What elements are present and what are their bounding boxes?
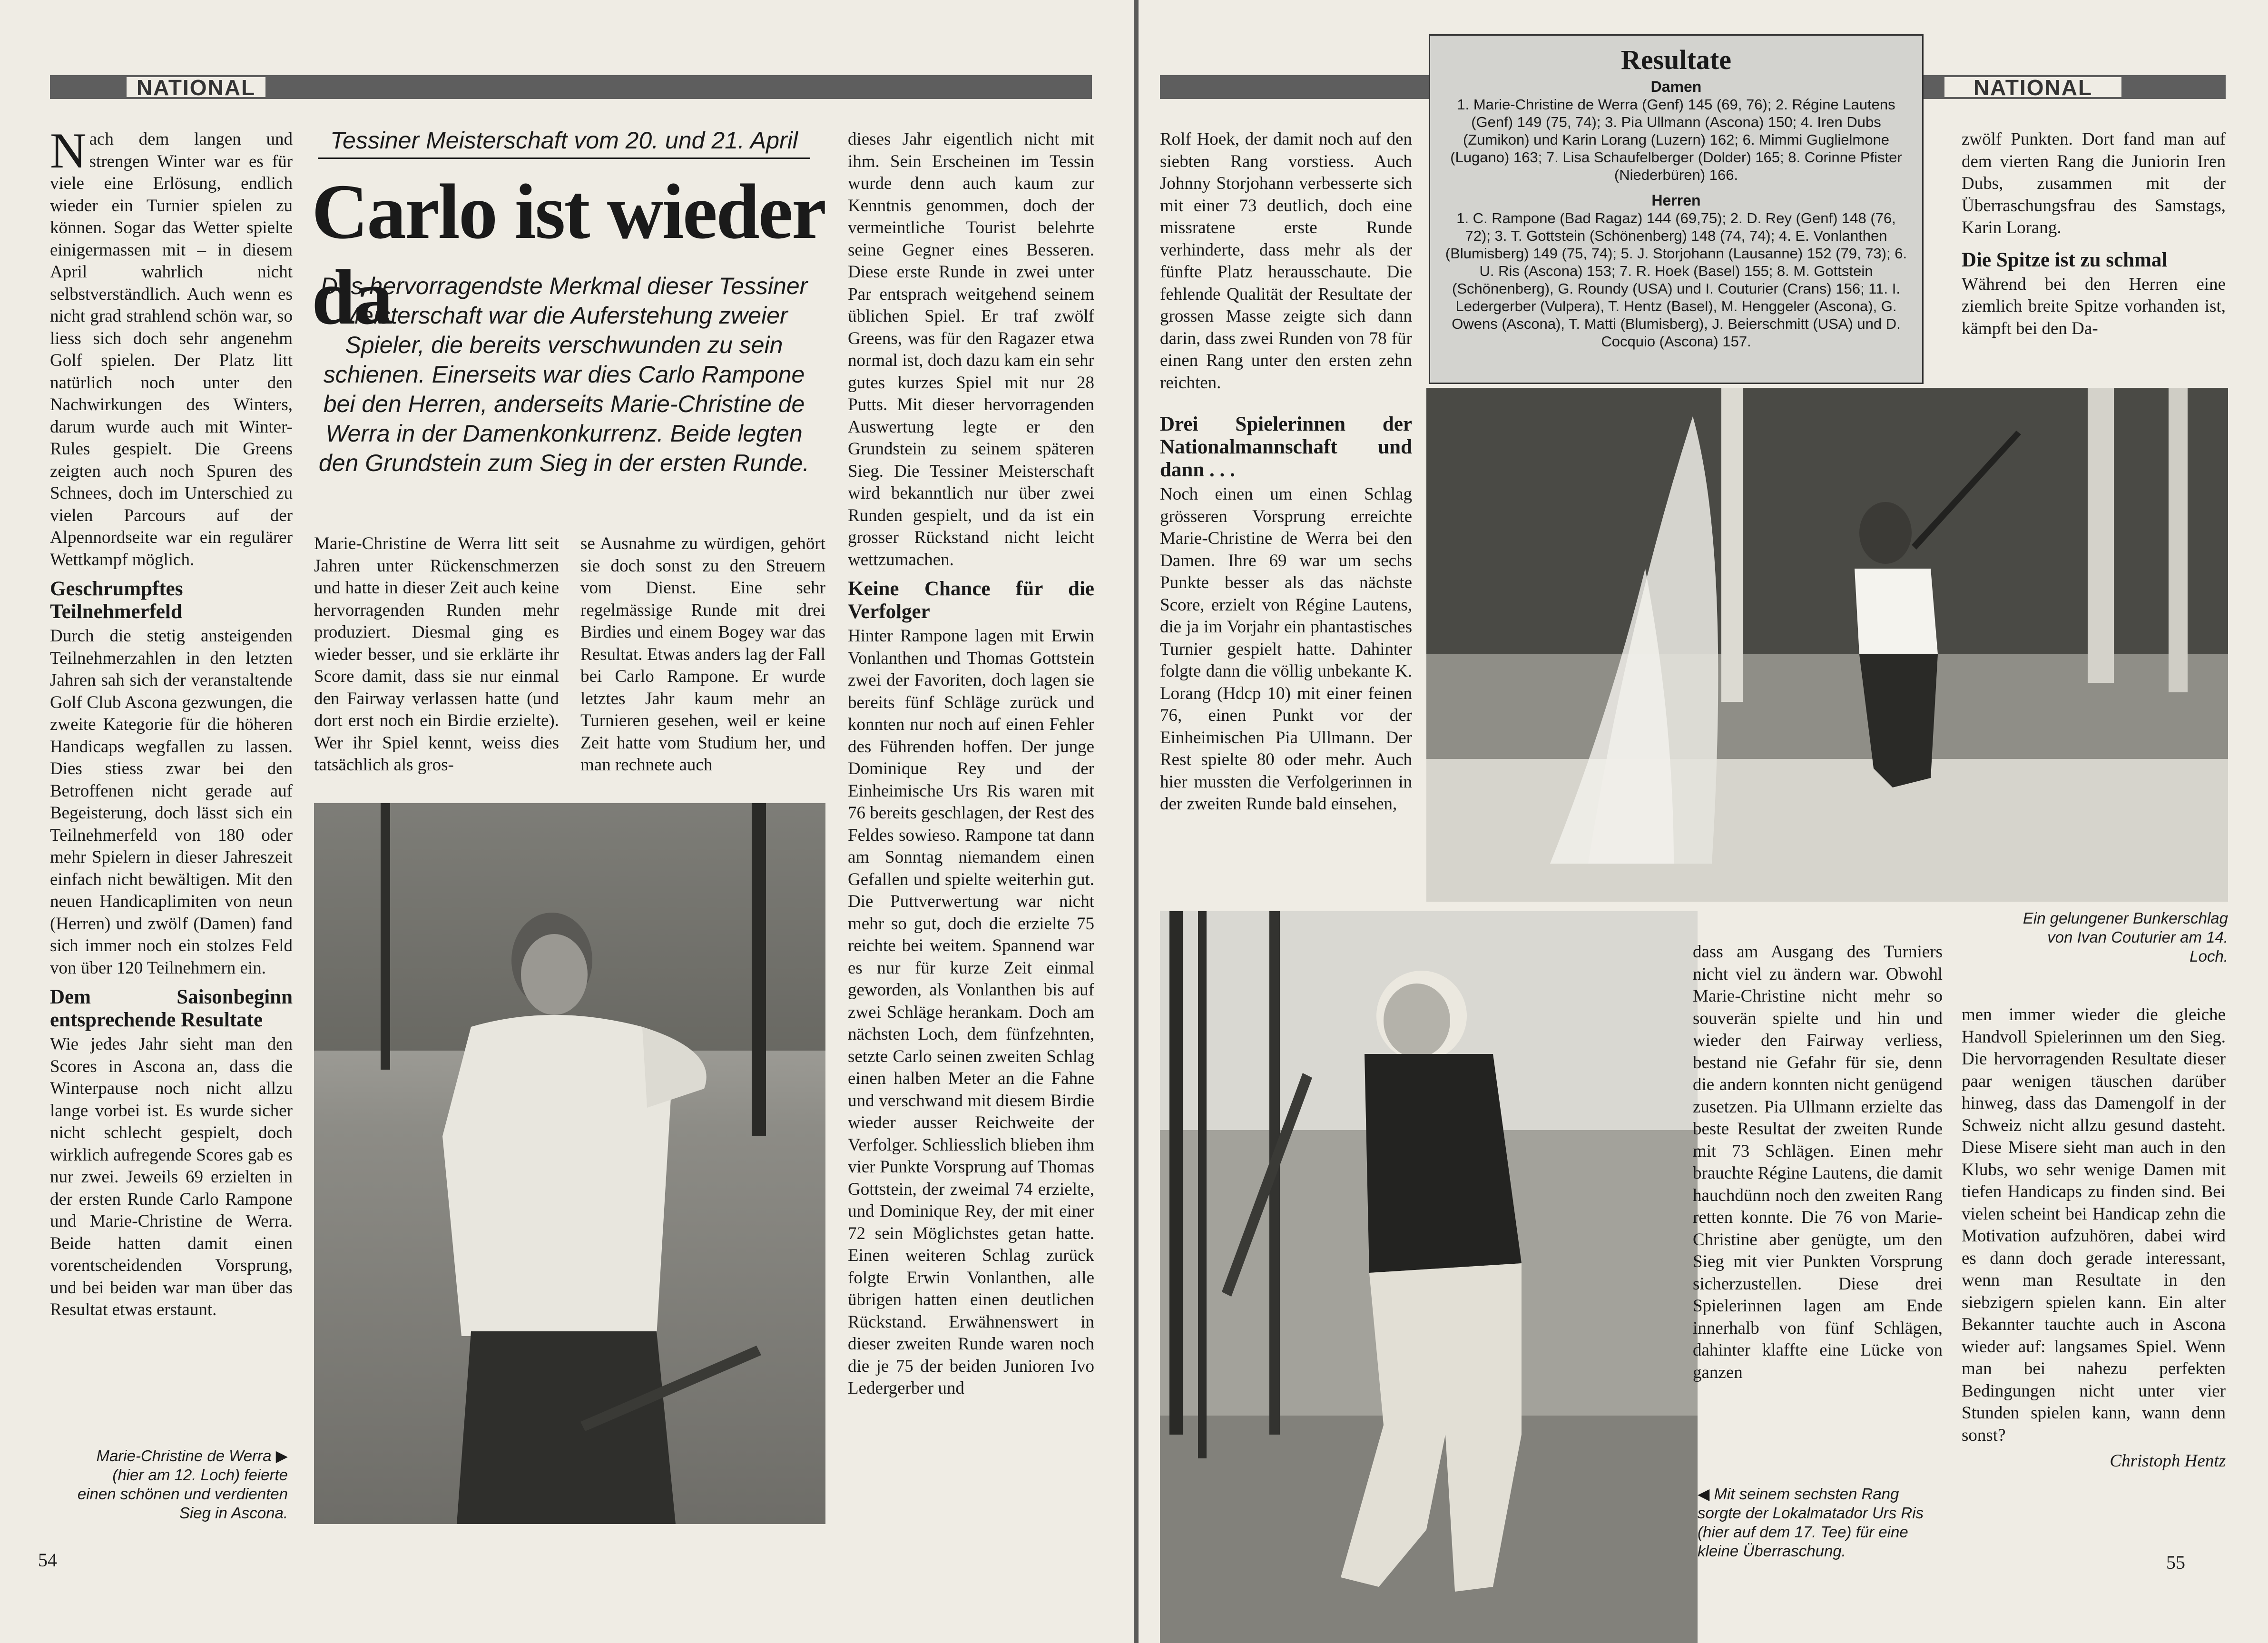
page-number: 54 [38,1549,57,1571]
photo-bunker-image [1426,388,2228,902]
right-column-3-top [1962,128,2226,340]
left-column-3 [580,533,825,777]
right-column-2-bottom [1693,941,1943,1384]
caption-de-werra: Marie-Christine de Werra ▶ (hier am 12. Loch) feierte einen schönen und verdienten Sieg in Ascona. [77,1447,288,1522]
photo-ris-image [1160,911,1698,1643]
article-headline: Carlo ist wieder da [312,168,824,341]
paragraph-hoek: Rolf Hoek, der damit noch auf den siebten Rang vorstiess. Auch Johnny Storjohann verbesserte sich mit einer 73 deutlich, doch eine missratene erste Runde verhinderte, dass mehr als der fünfte Platz herausschaute. Die fehlende Qualität der Resultate der grossen Masse zeigte sich dann darin, dass zwei Runden von 78 für einen Rang unter den ersten zehn reichten. [1160,129,1412,393]
paragraph-ausgang: dass am Ausgang des Turniers nicht viel zu ändern war. Obwohl Marie-Christine nicht mehr so souverän spielte und hin und wieder den Fairway verliess, bestand nie Gefahr für sie, denn die andern konnten nicht genügend zusetzen. Pia Ullmann erzielte das beste Resultat der zweiten Runde mit 73 Schlägen. Einen mehr brauchte Régine Lautens, die damit hauchdünn noch den zweiten Rang retten konnte. Die 76 von Marie-Christine aber genügte, um den Sieg mit vier Punkten Vorsprung sicherzustellen. Diese drei Spielerinnen lagen am Ende innerhalb von fünf Schlägen, dahinter klaffte eine Lücke von ganzen [1693,942,1943,1382]
author-byline: Christoph Hentz [2110,1451,2226,1471]
photo-de-werra-image [314,803,825,1524]
paragraph-dubs: zwölf Punkten. Dort fand man auf dem vierten Rang die Juniorin Iren Dubs, zusammen mit der Überraschungsfrau des Samstags, Karin Lorang. [1962,129,2226,237]
subheading-spielerinnen: Drei Spielerinnen der Nationalmannschaft und dann . . . [1160,413,1412,481]
section-label: NATIONAL [1943,75,2123,99]
left-column-4 [848,128,1094,1400]
right-column-1 [1160,128,1412,816]
results-herren: 1. C. Rampone (Bad Ragaz) 144 (69,75); 2. D. Rey (Genf) 148 (76, 72); 3. T. Gottstein (Schönenberg) 148 (74, 74); 4. E. Vonlanthen (Blumisberg) 149 (75, 74); 5. J. Storjohann (Lausanne) 152 (79, 73); 6. U. Ris (Ascona) 153; 7. R. Hoek (Basel) 155; 8. M. Gottstein (Schönenberg), G. Roundy (USA) und I. Couturier (Crans) 156; 11. I. Ledergerber (Vulpera), T. Hentz (Basel), M. Henggeler (Ascona), G. Owens (Ascona), T. Matti (Blumisberg), J. Beierschmitt (USA) und D. Cocquio (Ascona) 157. [1445,210,1907,350]
intro-paragraph: ach dem langen und strengen Winter war es für viele eine Erlösung, endlich wieder ein Turnier spielen zu können. Sogar das Wetter spielte einigermassen mit – in diesem April wahrlich nicht selbstverständlich. Auch wenn es nicht grad strahlend schön war, so liess sich doch sehr angenehm Golf spielen. Der Platz litt natürlich noch unter den Nachwirkungen des Winters, darum wurde auch mit Winter-Rules gespielt. Die Greens zeigten auch noch Spuren des Schnees, doch im Unterschied zu vielen Parcours auf der Alpennordseite war ein regulärer Wettkampf möglich. [50,129,293,570]
page-number: 55 [2166,1552,2185,1573]
article-lead: Das hervorragendste Merkmal dieser Tessiner Meisterschaft war die Auferstehung zweier Spieler, die bereits verschwunden zu sein schienen. Einerseits war dies Carlo Rampone bei den Herren, anderseits Marie-Christine de Werra in der Damenkonkurrenz. Beide legten den Grundstein zum Sieg in der ersten Runde. [318,273,810,476]
results-damen: 1. Marie-Christine de Werra (Genf) 145 (69, 76); 2. Régine Lautens (Genf) 149 (75, 74); 3. Pia Ullmann (Ascona) 150; 4. Iren Dubs (Zumikon) und Karin Lorang (Luzern) 162; 6. Mimmi Guglielmone (Lugano) 163; 7. Lisa Schaufelberger (Dolder) 165; 8. Corinne Pfister (Niederbüren) 166. [1450,96,1902,183]
photo-de-werra [314,803,825,1524]
paragraph-spielerinnen: Noch einen um einen Schlag grösseren Vorsprung erreichte Marie-Christine de Werra bei den Damen. Ihre 69 war um sechs Punkte besser als das nächste Score, erzielt von Régine Lautens, die ja im Vorjahr ein phantastisches Turnier gespielt hatte. Dahinter folgte dann die völlig unbekante K. Lorang (Hdcp 10) mit einer feinen 76, einen Punkt vor der Einheimischen Pia Ullmann. Der Rest spielte 80 oder mehr. Auch hier mussten die Verfolgerinnen in der zweiten Runde bald einsehen, [1160,484,1412,814]
subheading-verfolger: Keine Chance für die Verfolger [848,578,1094,623]
paragraph-de-werra: Marie-Christine de Werra litt seit Jahren unter Rückenschmerzen und hatte in dieser Zeit auch keine hervorragenden Runden mehr produziert. Diesmal ging es wieder besser, und sie erklärte ihr Score damit, dass sie nur einmal den Fairway verlassen hatte (und dort erst noch ein Birdie erzielte). Wer ihr Spiel kennt, weiss dies tatsächlich als gros- [314,534,559,775]
right-page [1139,0,2268,1643]
paragraph-damengolf: men immer wieder die gleiche Handvoll Spielerinnen um den Sieg. Die hervorragenden Resultate dieser paar wenigen täuschen darüber hinweg, dass das Damengolf in der Schweiz nicht allzu gesund dasteht. Diese Misere sieht man auch in den Klubs, wo sehr wenige Damen mit tiefen Handicaps zu finden sind. Bei vielen scheint bei Handicap zehn die Motivation aufzuhören, dabei wird es dann doch gerade interessant, wenn man Resultate in den siebzigern spielen kann. Ein alter Bekannter tauchte auch in Ascona wieder auf: langsames Spiel. Wenn man bei nahezu perfekten Bedingungen nicht unter vier Stunden spielen kann, wann denn sonst? [1962,1005,2226,1445]
caption-bunker: Ein gelungener Bunkerschlag von Ivan Couturier am 14. Loch. [2023,909,2228,965]
paragraph-rampone: se Ausnahme zu würdigen, gehört sie doch sonst zu den Streuern vom Dienst. Eine sehr regelmässige Runde mit drei Birdies und einem Bogey war das Resultat. Etwas anders lag der Fall bei Carlo Rampone. Er wurde letztes Jahr kaum mehr an Turnieren gesehen, weil er keine Zeit hatte vom Studium her, und man rechnete auch [580,534,825,775]
photo-urs-ris [1160,911,1698,1643]
drop-cap: N [50,123,87,178]
results-herren-heading: Herren [1651,192,1701,209]
subheading-resultate: Dem Saisonbeginn entsprechende Resultate [50,986,293,1031]
paragraph-teilnehmerfeld: Durch die stetig ansteigenden Teilnehmerzahlen in den letzten Jahren sah sich der veranstaltende Golf Club Ascona gezwungen, die zweite Kategorie für die höheren Handicaps wegfallen zu lassen. Dies stiess zwar bei den Betroffenen nicht gerade auf Begeisterung, doch lässt sich ein Teilnehmerfeld von 180 oder mehr Spielern in dieser Jahreszeit einfach nicht bewältigen. Mit den neuen Handicaplimiten von neun (Herren) und zwölf (Damen) fand sich immer noch ein stolzes Feld von über 120 Teilnehmern ein. [50,626,293,978]
subheading-teilnehmerfeld: Geschrumpftes Teilnehmerfeld [50,578,183,623]
results-damen-heading: Damen [1650,78,1702,95]
results-title: Resultate [1621,44,1731,75]
article-kicker: Tessiner Meisterschaft vom 20. und 21. April [318,126,810,159]
subheading-spitze: Die Spitze ist zu schmal [1962,248,2168,271]
section-label: NATIONAL [125,75,267,99]
paragraph-spitze: Während bei den Herren eine ziemlich breite Spitze vorhanden ist, kämpft bei den Da- [1962,274,2226,338]
photo-bunker-shot [1426,388,2228,902]
left-column-1 [50,123,293,1321]
paragraph-verfolger: Hinter Rampone lagen mit Erwin Vonlanthen und Thomas Gottstein zwei der Favoriten, doch lagen sie bereits fünf Schläge zurück und konnten nur noch auf einen Fehler des Führenden hoffen. Der junge Dominique Rey und der Einheimische Urs Ris waren mit 76 bereits geschlagen, der Rest des Feldes sowieso. Rampone tat dann am Sonntag niemandem einen Gefallen und spielte weiterhin gut. Die Puttverwertung war nicht mehr so gut, doch die erzielte 75 reichte bei weitem. Spannend war es nur für kurze Zeit einmal geworden, als Vonlanthen bis auf zwei Schläge herankam. Doch am nächsten Loch, dem fünfzehnten, setzte Carlo seinen zweiten Schlag einen halben Meter an die Fahne und verschwand mit diesem Birdie wieder ausser Reichweite der Verfolger. Schliesslich blieben ihm vier Punkte Vorsprung auf Thomas Gottstein, der zweimal 74 erzielte, und Dominique Rey, der mit einer 72 sein Möglichstes getan hatte. Einen weiteren Schlag zurück folgte Erwin Vonlanthen, alle übrigen hatten einen deutlichen Rückstand. Erwähnenswert in dieser zweiten Runde waren noch die je 75 der beiden Junioren Ivo Ledergerber und [848,626,1094,1398]
left-column-2 [314,533,559,777]
paragraph-resultate: Wie jedes Jahr sieht man den Scores in Ascona an, dass die Winterpause noch nicht allzu lange vorbei ist. Es wurde sicher nicht schlecht gespielt, doch wirklich aufregende Scores gab es nur zwei. Jeweils 69 erzielten in der ersten Runde Carlo Rampone und Marie-Christine de Werra. Beide hatten damit einen vorentscheidenden Vorsprung, und bei beiden war man über das Resultat etwas erstaunt. [50,1034,293,1319]
right-column-3-bottom [1962,1004,2226,1473]
paragraph-rampone-cont: dieses Jahr eigentlich nicht mit ihm. Sein Erscheinen im Tessin wurde denn auch kaum zur Kenntnis genommen, doch der vermeintliche Tourist belehrte seine Gegner eines Besseren. Diese erste Runde in zwei unter Par entsprach weitgehend seinem üblichen Spiel. Er traf zwölf Greens, was für den Ragazer etwa normal ist, doch dazu kam ein sehr gutes kurzes Spiel mit nur 28 Putts. Mit dieser hervorragenden Auswertung legte er den Grundstein zu seinem späteren Sieg. Die Tessiner Meisterschaft wird bekanntlich nur über zwei Runden gespielt, und da ist ein grosser Rückstand nicht leicht wettzumachen. [848,129,1094,570]
caption-ris: ◀ Mit seinem sechsten Rang sorgte der Lokalmatador Urs Ris (hier auf dem 17. Tee) für eine kleine Überraschung. [1698,1485,1924,1560]
results-box [1429,34,1924,384]
